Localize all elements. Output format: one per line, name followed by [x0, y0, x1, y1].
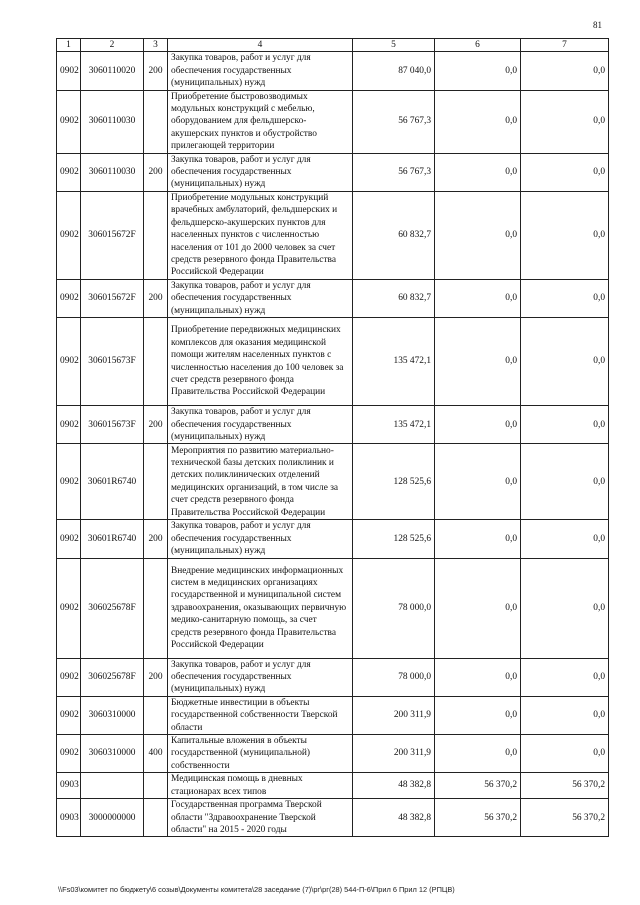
table-row: [57, 773, 609, 799]
table-row: [57, 279, 609, 317]
amount-cell: 56 370,2: [521, 799, 609, 837]
table-header-row: [57, 39, 609, 52]
table-row: [57, 558, 609, 658]
amount-cell: 200 311,9: [353, 734, 435, 772]
amount-cell: 0,0: [435, 658, 521, 696]
table-row: [57, 318, 609, 406]
description-cell: Закупка товаров, работ и услуг для обеспечения государственных (муниципальных) нужд: [168, 279, 353, 317]
description-cell: Государственная программа Тверской области "Здравоохранение Тверской области" на 2015 - 2020 годы: [168, 799, 353, 837]
table-row: [57, 191, 609, 279]
column-header: 1: [57, 39, 81, 52]
target-code-cell: 306025678F: [81, 558, 144, 658]
amount-cell: 0,0: [521, 318, 609, 406]
section-code-cell: 0902: [57, 318, 81, 406]
description-cell: Мероприятия по развитию материально-технической базы детских поликлиник и детских поликлинических отделений медицинских организаций, в том числе за счет средств резервного фонда Правительства Российской Федерации: [168, 444, 353, 520]
description-cell: Закупка товаров, работ и услуг для обеспечения государственных (муниципальных) нужд: [168, 52, 353, 90]
section-code-cell: 0902: [57, 279, 81, 317]
description-cell: Медицинская помощь в дневных стационарах всех типов: [168, 773, 353, 799]
target-code-cell: 30601R6740: [81, 444, 144, 520]
amount-cell: 60 832,7: [353, 279, 435, 317]
amount-cell: 56 370,2: [435, 773, 521, 799]
file-path-footer: \\Fs03\комитет по бюджету\6 созыв\Документы комитета\28 заседание (7)\рг\рг(28) 544-П-6\Прил 6 Прил 12 (РПЦВ): [58, 885, 455, 894]
amount-cell: 0,0: [521, 444, 609, 520]
expense-type-cell: 200: [144, 658, 168, 696]
amount-cell: 0,0: [521, 153, 609, 191]
target-code-cell: [81, 773, 144, 799]
description-cell: Приобретение быстровозводимых модульных конструкций с мебелью, оборудованием для фельдшерско-акушерских пунктов и обустройство прилегающей территории: [168, 90, 353, 153]
amount-cell: 0,0: [435, 52, 521, 90]
column-header: 3: [144, 39, 168, 52]
amount-cell: 60 832,7: [353, 191, 435, 279]
target-code-cell: 3060310000: [81, 696, 144, 734]
expense-type-cell: [144, 90, 168, 153]
amount-cell: 0,0: [521, 558, 609, 658]
column-header: 6: [435, 39, 521, 52]
amount-cell: 48 382,8: [353, 799, 435, 837]
table-row: [57, 406, 609, 444]
amount-cell: 87 040,0: [353, 52, 435, 90]
section-code-cell: 0902: [57, 558, 81, 658]
expense-type-cell: 200: [144, 520, 168, 558]
description-cell: Закупка товаров, работ и услуг для обеспечения государственных (муниципальных) нужд: [168, 520, 353, 558]
table-row: [57, 153, 609, 191]
amount-cell: 56 370,2: [435, 799, 521, 837]
amount-cell: 0,0: [435, 153, 521, 191]
target-code-cell: 306015672F: [81, 191, 144, 279]
section-code-cell: 0902: [57, 191, 81, 279]
amount-cell: 0,0: [435, 558, 521, 658]
description-cell: Закупка товаров, работ и услуг для обеспечения государственных (муниципальных) нужд: [168, 153, 353, 191]
target-code-cell: 30601R6740: [81, 520, 144, 558]
column-header: 5: [353, 39, 435, 52]
amount-cell: 135 472,1: [353, 318, 435, 406]
amount-cell: 0,0: [521, 279, 609, 317]
description-cell: Закупка товаров, работ и услуг для обеспечения государственных (муниципальных) нужд: [168, 406, 353, 444]
amount-cell: 0,0: [435, 406, 521, 444]
expense-type-cell: [144, 444, 168, 520]
section-code-cell: 0902: [57, 90, 81, 153]
section-code-cell: 0903: [57, 773, 81, 799]
description-cell: Приобретение передвижных медицинских комплексов для оказания медицинской помощи жителям населенных пунктов с численностью населения до 100 человек за счет средств резервного фонда Правительства Российской Федерации: [168, 318, 353, 406]
table-row: [57, 520, 609, 558]
description-cell: Бюджетные инвестиции в объекты государственной собственности Тверской области: [168, 696, 353, 734]
amount-cell: 0,0: [521, 658, 609, 696]
amount-cell: 0,0: [521, 520, 609, 558]
section-code-cell: 0902: [57, 406, 81, 444]
amount-cell: 56 370,2: [521, 773, 609, 799]
section-code-cell: 0902: [57, 520, 81, 558]
expense-type-cell: 200: [144, 52, 168, 90]
target-code-cell: 3060110020: [81, 52, 144, 90]
section-code-cell: 0902: [57, 658, 81, 696]
expense-type-cell: [144, 773, 168, 799]
table-row: [57, 696, 609, 734]
amount-cell: 0,0: [435, 318, 521, 406]
description-cell: Приобретение модульных конструкций врачебных амбулаторий, фельдшерских и фельдшерско-акушерских пунктов для населенных пунктов с численностью населения от 101 до 2000 человек за счет средств резервного фонда Правительства Российской Федерации: [168, 191, 353, 279]
amount-cell: 128 525,6: [353, 520, 435, 558]
amount-cell: 0,0: [521, 90, 609, 153]
section-code-cell: 0902: [57, 444, 81, 520]
table-row: [57, 52, 609, 90]
amount-cell: 56 767,3: [353, 90, 435, 153]
amount-cell: 0,0: [435, 444, 521, 520]
expense-type-cell: 200: [144, 279, 168, 317]
description-cell: Капитальные вложения в объекты государственной (муниципальной) собственности: [168, 734, 353, 772]
amount-cell: 0,0: [435, 696, 521, 734]
section-code-cell: 0903: [57, 799, 81, 837]
table-row: [57, 734, 609, 772]
amount-cell: 0,0: [435, 734, 521, 772]
amount-cell: 0,0: [435, 191, 521, 279]
expense-type-cell: [144, 191, 168, 279]
table-row: [57, 658, 609, 696]
amount-cell: 128 525,6: [353, 444, 435, 520]
target-code-cell: 3000000000: [81, 799, 144, 837]
expense-type-cell: [144, 799, 168, 837]
amount-cell: 48 382,8: [353, 773, 435, 799]
amount-cell: 0,0: [521, 734, 609, 772]
expense-type-cell: [144, 318, 168, 406]
amount-cell: 0,0: [521, 52, 609, 90]
page-number: 81: [593, 20, 602, 30]
amount-cell: 0,0: [521, 191, 609, 279]
section-code-cell: 0902: [57, 153, 81, 191]
expense-type-cell: [144, 558, 168, 658]
amount-cell: 0,0: [435, 90, 521, 153]
amount-cell: 0,0: [435, 520, 521, 558]
budget-table: [56, 38, 609, 837]
amount-cell: 0,0: [435, 279, 521, 317]
amount-cell: 135 472,1: [353, 406, 435, 444]
expense-type-cell: 200: [144, 406, 168, 444]
expense-type-cell: 200: [144, 153, 168, 191]
expense-type-cell: [144, 696, 168, 734]
target-code-cell: 306015672F: [81, 279, 144, 317]
target-code-cell: 306015673F: [81, 406, 144, 444]
table-row: [57, 799, 609, 837]
description-cell: Внедрение медицинских информационных систем в медицинских организациях государственной и муниципальной систем здравоохранения, оказывающих первичную медико-санитарную помощь, за счет средств резервного фонда Правительства Российской Федерации: [168, 558, 353, 658]
amount-cell: 78 000,0: [353, 558, 435, 658]
target-code-cell: 3060310000: [81, 734, 144, 772]
amount-cell: 78 000,0: [353, 658, 435, 696]
amount-cell: 0,0: [521, 696, 609, 734]
section-code-cell: 0902: [57, 52, 81, 90]
amount-cell: 0,0: [521, 406, 609, 444]
column-header: 7: [521, 39, 609, 52]
description-cell: Закупка товаров, работ и услуг для обеспечения государственных (муниципальных) нужд: [168, 658, 353, 696]
table-row: [57, 90, 609, 153]
section-code-cell: 0902: [57, 696, 81, 734]
table-row: [57, 444, 609, 520]
amount-cell: 200 311,9: [353, 696, 435, 734]
target-code-cell: 3060110030: [81, 153, 144, 191]
column-header: 4: [168, 39, 353, 52]
section-code-cell: 0902: [57, 734, 81, 772]
target-code-cell: 306015673F: [81, 318, 144, 406]
amount-cell: 56 767,3: [353, 153, 435, 191]
target-code-cell: 3060110030: [81, 90, 144, 153]
target-code-cell: 306025678F: [81, 658, 144, 696]
expense-type-cell: 400: [144, 734, 168, 772]
column-header: 2: [81, 39, 144, 52]
